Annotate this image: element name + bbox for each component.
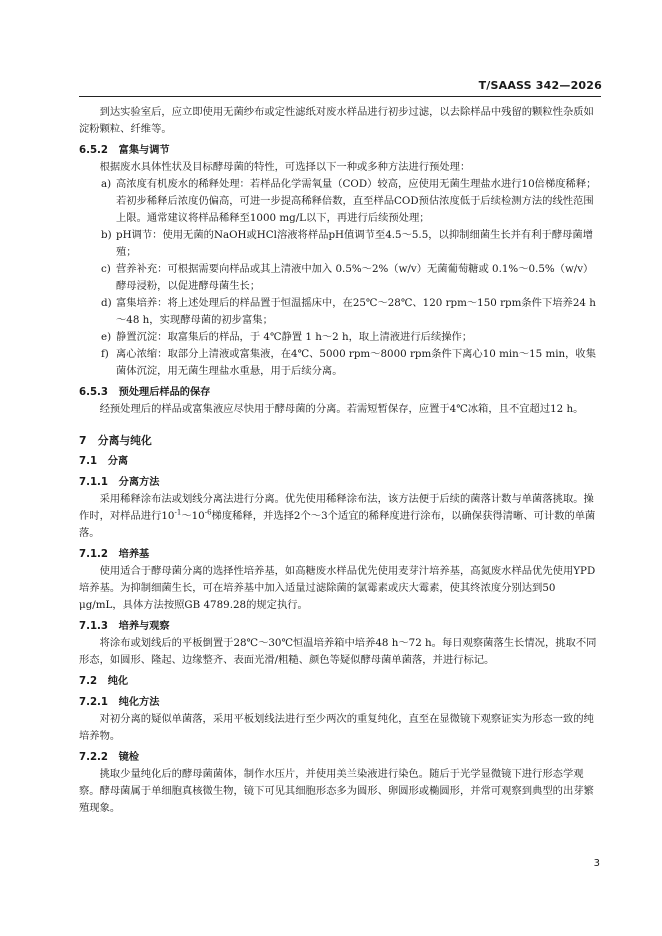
heading-title: 分离 (107, 456, 129, 467)
s713-text: 将涂布或划线后的平板倒置于28℃～30℃恒温培养箱中培养48 h～72 h。每日观察菌落生长情况，挑取不同形态，如圆形、隆起、边缘整齐、表面光滑/粗糙、颜色等疑似酵母菌单菌落，并进行标记。 (79, 637, 597, 666)
heading-7-1-3 (79, 618, 601, 635)
heading-title: 纯化方法 (118, 697, 160, 708)
heading-7-1 (79, 453, 601, 470)
text-part: ～10 (181, 510, 205, 522)
heading-title: 镜检 (118, 752, 140, 763)
list-item (79, 176, 601, 227)
list-text: 离心浓缩：取部分上清液或富集液，在4℃、5000 rpm～8000 rpm条件下离心10 min～15 min，收集菌体沉淀，用无菌生理盐水重悬，用于后续分离。 (116, 348, 597, 377)
heading-title: 纯化 (107, 676, 129, 687)
superscript: -1 (174, 508, 182, 517)
heading-number: 7.1.1 (79, 477, 109, 488)
s721-text: 对初分离的疑似单菌落，采用平板划线法进行至少两次的重复纯化，直至在显微镜下观察证实为形态一致的纯培养物。 (79, 713, 594, 742)
list-text: pH调节：使用无菌的NaOH或HCl溶液将样品pH值调节至4.5～5.5，以抑制细菌生长并有利于酵母菌增殖； (116, 229, 594, 258)
heading-number: 7.2.2 (79, 752, 109, 763)
text-part: 梯度稀释，并选择2个～3个适宜的稀释度进行涂布，以确保获得清晰、可计数的单菌落。 (79, 510, 596, 539)
heading-number: 7 (79, 434, 87, 447)
list-marker: f) (101, 348, 109, 360)
heading-number: 7.1 (79, 456, 98, 467)
heading-number: 7.2 (79, 676, 98, 687)
heading-7 (79, 432, 601, 449)
list-item (79, 261, 601, 295)
heading-number: 7.2.1 (79, 697, 109, 708)
heading-title: 培养基 (118, 549, 150, 560)
intro-paragraph: 到达实验室后，应立即使用无菌纱布或定性滤纸对废水样品进行初步过滤，以去除样品中残留的颗粒性杂质如淀粉颗粒、纤维等。 (79, 106, 594, 135)
s652-intro: 根据废水具体性状及目标酵母菌的特性，可选择以下一种或多种方法进行预处理： (99, 161, 471, 173)
page-number: 3 (593, 858, 600, 869)
heading-7-2-1 (79, 694, 601, 711)
s711-text (79, 491, 601, 542)
s722-text: 挑取少量纯化后的酵母菌菌体，制作水压片，并使用美兰染液进行染色。随后于光学显微镜下进行形态学观察。酵母菌属于单细胞真核微生物，镜下可见其细胞形态多为圆形、卵圆形或椭圆形，并常可观察到典型的出芽繁殖现象。 (79, 768, 594, 814)
heading-7-2-2 (79, 749, 601, 766)
list-marker: d) (101, 297, 112, 309)
heading-number: 6.5.2 (79, 145, 109, 156)
heading-title: 预处理后样品的保存 (118, 387, 211, 398)
heading-7-1-1 (79, 474, 601, 491)
document-body (79, 104, 601, 817)
text-part: 采用稀释涂布法或划线分离法进行分离。优先使用稀释涂布法，该方法便于后续的菌落计数与单菌落挑取。操作时，对样品进行10 (79, 493, 594, 522)
heading-title: 培养与观察 (118, 621, 170, 632)
list-item (79, 295, 601, 329)
list-text: 富集培养：将上述处理后的样品置于恒温摇床中，在25℃～28℃、120 rpm～150 rpm条件下培养24 h～48 h，实现酵母菌的初步富集； (116, 297, 596, 326)
heading-6-5-3 (79, 384, 601, 401)
standard-code: T/SAASS 342—2026 (478, 79, 602, 92)
heading-title: 富集与调节 (118, 145, 170, 156)
heading-number: 6.5.3 (79, 387, 109, 398)
heading-number: 7.1.3 (79, 621, 109, 632)
heading-7-2 (79, 673, 601, 690)
heading-number: 7.1.2 (79, 549, 109, 560)
list-text: 营养补充：可根据需要向样品或其上清液中加入 0.5%～2%（w/v）无菌葡萄糖或 0.1%～0.5%（w/v）酵母浸粉，以促进酵母菌生长； (116, 263, 594, 292)
header-rule (79, 96, 601, 97)
pretreatment-list (79, 176, 601, 380)
list-item (79, 329, 601, 346)
list-item (79, 227, 601, 261)
heading-title: 分离与纯化 (97, 434, 152, 447)
s712-text: 使用适合于酵母菌分离的选择性培养基，如高糖废水样品优先使用麦芽汁培养基，高氮废水样品优先使用YPD培养基。为抑制细菌生长，可在培养基中加入适量过滤除菌的氯霉素或庆大霉素，使其终浓度分别达到50 μg/mL，具体方法按照GB 4789.28的规定执行。 (79, 565, 596, 611)
heading-title: 分离方法 (118, 477, 160, 488)
heading-6-5-2 (79, 142, 601, 159)
list-item (79, 346, 601, 380)
list-marker: c) (101, 263, 111, 275)
s653-text: 经预处理后的样品或富集液应尽快用于酵母菌的分离。若需短暂保存，应置于4℃冰箱，且不宜超过12 h。 (99, 403, 584, 415)
list-marker: a) (101, 178, 112, 190)
list-marker: e) (101, 331, 112, 343)
heading-7-1-2 (79, 546, 601, 563)
list-text: 高浓度有机废水的稀释处理：若样品化学需氧量（COD）较高，应使用无菌生理盐水进行10倍梯度稀释；若初步稀释后浓度仍偏高，可进一步提高稀释倍数，直至样品COD预估浓度低于后续检测方法的线性范围上限。通常建议将样品稀释至1000 mg/L以下，再进行后续预处理； (116, 178, 597, 224)
list-text: 静置沉淀：取富集后的样品，于 4℃静置 1 h～2 h，取上清液进行后续操作； (116, 331, 473, 343)
list-marker: b) (101, 229, 112, 241)
superscript: -6 (204, 508, 212, 517)
